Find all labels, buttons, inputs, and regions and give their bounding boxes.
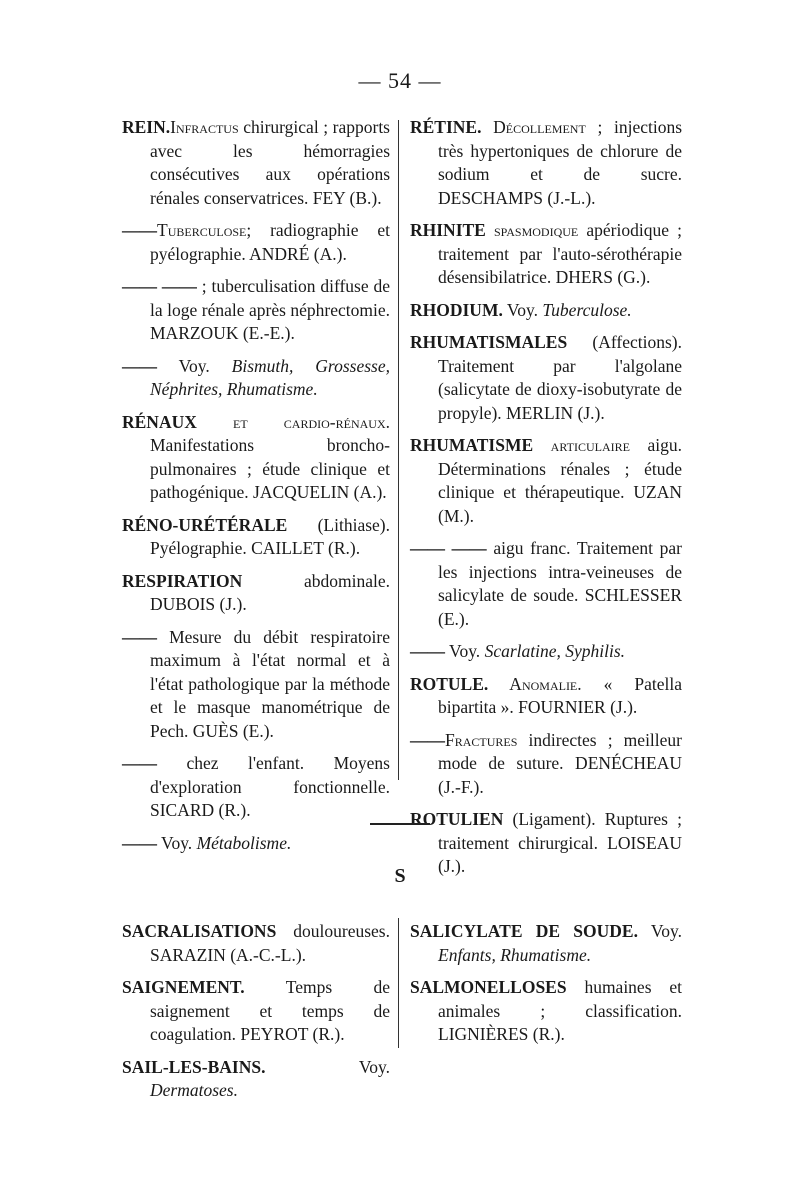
entry-heading: SALICYLATE DE SOUDE. <box>410 921 638 941</box>
entry-text: Voy. <box>637 921 682 941</box>
index-entry <box>122 219 390 266</box>
entry-text: Temps de saignement et temps de coagulation. PEYROT (R.). <box>150 977 390 1044</box>
entry-text: Voy. <box>265 1056 390 1077</box>
entry-text: « Patella bipartita ». FOURNIER (J.). <box>438 673 683 717</box>
entry-subheading: Tuberculose <box>157 220 247 240</box>
entry-heading: RÉTINE. <box>410 117 482 137</box>
entry-text: (Affections). Traitement par l'algolane (salicytate de dioxy-isobutyrate de propyle). MERLIN (J.). <box>438 332 682 423</box>
index-entry <box>122 570 390 617</box>
entry-heading: RÉNAUX <box>122 411 197 432</box>
index-entry <box>122 976 390 1047</box>
entry-text: Manifestations broncho-pulmonaires ; étude clinique et pathogénique. JACQUELIN (A.). <box>150 435 390 502</box>
index-entry <box>122 832 390 856</box>
right-column-top <box>410 116 682 888</box>
entry-text: chirurgical ; rapports avec les hémorragies consécutives aux opérations rénales conservatrices. FEY (B.). <box>150 117 390 208</box>
entry-heading: —— <box>122 832 157 853</box>
entry-heading: SALMONELLOSES <box>410 977 567 997</box>
entry-text: ; tuberculisation diffuse de la loge rénale après néphrectomie. MARZOUK (E.-E.). <box>150 276 390 343</box>
entry-subheading: Infractus <box>170 117 239 137</box>
index-entry <box>410 640 682 664</box>
entry-crossref: Enfants, Rhumatisme. <box>438 944 592 965</box>
index-entry <box>122 1056 390 1103</box>
section-separator <box>370 823 430 825</box>
left-column-top <box>122 116 390 864</box>
index-entry <box>122 411 390 505</box>
entry-heading: ROTULE. <box>410 673 489 694</box>
entry-text: aigu. Déterminations rénales ; étude clinique et thérapeutique. UZAN (M.). <box>438 435 682 526</box>
index-entry <box>122 275 390 346</box>
entry-text: humaines et animales ; classification. LIGNIÈRES (R.). <box>438 977 682 1044</box>
entry-text: douloureuses. SARAZIN (A.-C.-L.). <box>150 921 390 965</box>
entry-text: Voy. <box>502 299 543 320</box>
entry-subheading: Fractures <box>445 729 518 750</box>
entry-crossref: Scarlatine, Syphilis. <box>484 641 626 661</box>
index-entry <box>410 729 682 800</box>
index-entry <box>410 673 682 720</box>
entry-subheading: Décollement <box>481 117 586 137</box>
entry-heading: —— <box>410 729 445 750</box>
entry-text: chez l'enfant. Moyens d'exploration fonctionnelle. SICARD (R.). <box>150 753 390 820</box>
entry-text: (Lithiase). Pyélographie. CAILLET (R.). <box>150 514 390 558</box>
index-entry <box>410 976 682 1047</box>
entry-subheading: spasmodique <box>485 220 579 240</box>
entry-crossref: Dermatoses. <box>150 1080 238 1100</box>
entry-heading: RESPIRATION <box>122 570 243 591</box>
entry-heading: RÉNO-URÉTÉRALE <box>122 514 288 535</box>
entry-heading: SAIGNEMENT. <box>122 977 245 997</box>
index-entry <box>410 331 682 425</box>
index-entry <box>410 920 682 967</box>
entry-text: Voy. <box>157 832 197 853</box>
entry-heading: RHODIUM. <box>410 299 503 320</box>
column-divider-bottom <box>398 918 399 1048</box>
entry-heading: RHUMATISME <box>410 435 534 455</box>
entry-heading: RHUMATISMALES <box>410 332 568 352</box>
entry-text: Mesure du débit respiratoire maximum à l'état normal et à l'état pathologique par la méthode et le masque manométrique de Pech. GUÈS (E.). <box>150 626 390 741</box>
entry-text: ; injections très hypertoniques de chlorure de sodium et de sucre. DESCHAMPS (J.-L.). <box>438 117 683 208</box>
index-entry <box>122 116 390 210</box>
index-entry <box>410 299 682 323</box>
entry-subheading: articulaire <box>533 435 630 455</box>
entry-text: ; radiographie et pyélographie. ANDRÉ (A.). <box>150 220 390 264</box>
left-column-bottom <box>122 920 390 1112</box>
index-entry <box>410 219 682 290</box>
page-number: — 54 — <box>358 68 442 93</box>
entry-heading: —— —— <box>410 538 487 558</box>
entry-text: aigu franc. Traitement par les injections intra-veineuses de salicylate de soude. SCHLESSER (E.). <box>438 538 682 629</box>
entry-crossref: Tuberculose. <box>542 299 632 320</box>
entry-text: apériodique ; traitement par l'auto-sérothérapie désensibilatrice. DHERS (G.). <box>438 220 682 287</box>
entry-heading: REIN. <box>122 117 171 137</box>
entry-heading: RHINITE <box>410 220 486 240</box>
entry-subheading: Anomalie. <box>488 673 582 694</box>
index-entry <box>410 434 682 528</box>
entry-heading: SAIL-LES-BAINS. <box>122 1056 266 1077</box>
right-column-bottom <box>410 920 682 1056</box>
entry-text: Voy. <box>157 355 232 376</box>
entry-heading: SACRALISATIONS <box>122 921 277 941</box>
entry-heading: —— <box>122 355 157 376</box>
column-divider-top <box>398 120 399 780</box>
entry-text: Voy. <box>445 641 485 661</box>
entry-heading: —— <box>122 220 157 240</box>
index-entry <box>122 752 390 823</box>
entry-subheading: et cardio-rénaux. <box>196 411 390 432</box>
entry-text: (Ligament). Ruptures ; traitement chirurgical. LOISEAU (J.). <box>438 809 682 876</box>
entry-text: abdominale. DUBOIS (J.). <box>150 570 390 614</box>
index-entry <box>122 514 390 561</box>
index-entry <box>122 626 390 744</box>
section-letter: S <box>394 865 406 887</box>
index-entry <box>410 116 682 210</box>
index-entry <box>410 537 682 631</box>
entry-heading: —— <box>410 641 445 661</box>
entry-heading: ROTULIEN <box>410 809 504 829</box>
entry-heading: —— <box>122 626 157 647</box>
index-entry <box>122 355 390 402</box>
index-entry <box>122 920 390 967</box>
entry-crossref: Bismuth, Grossesse, Néphrites, Rhumatisme. <box>150 355 390 399</box>
entry-text: indirectes ; meilleur mode de suture. DENÉCHEAU (J.-F.). <box>438 729 682 797</box>
entry-crossref: Métabolisme. <box>196 832 292 853</box>
entry-heading: —— <box>122 753 157 773</box>
entry-heading: —— —— <box>122 276 197 296</box>
